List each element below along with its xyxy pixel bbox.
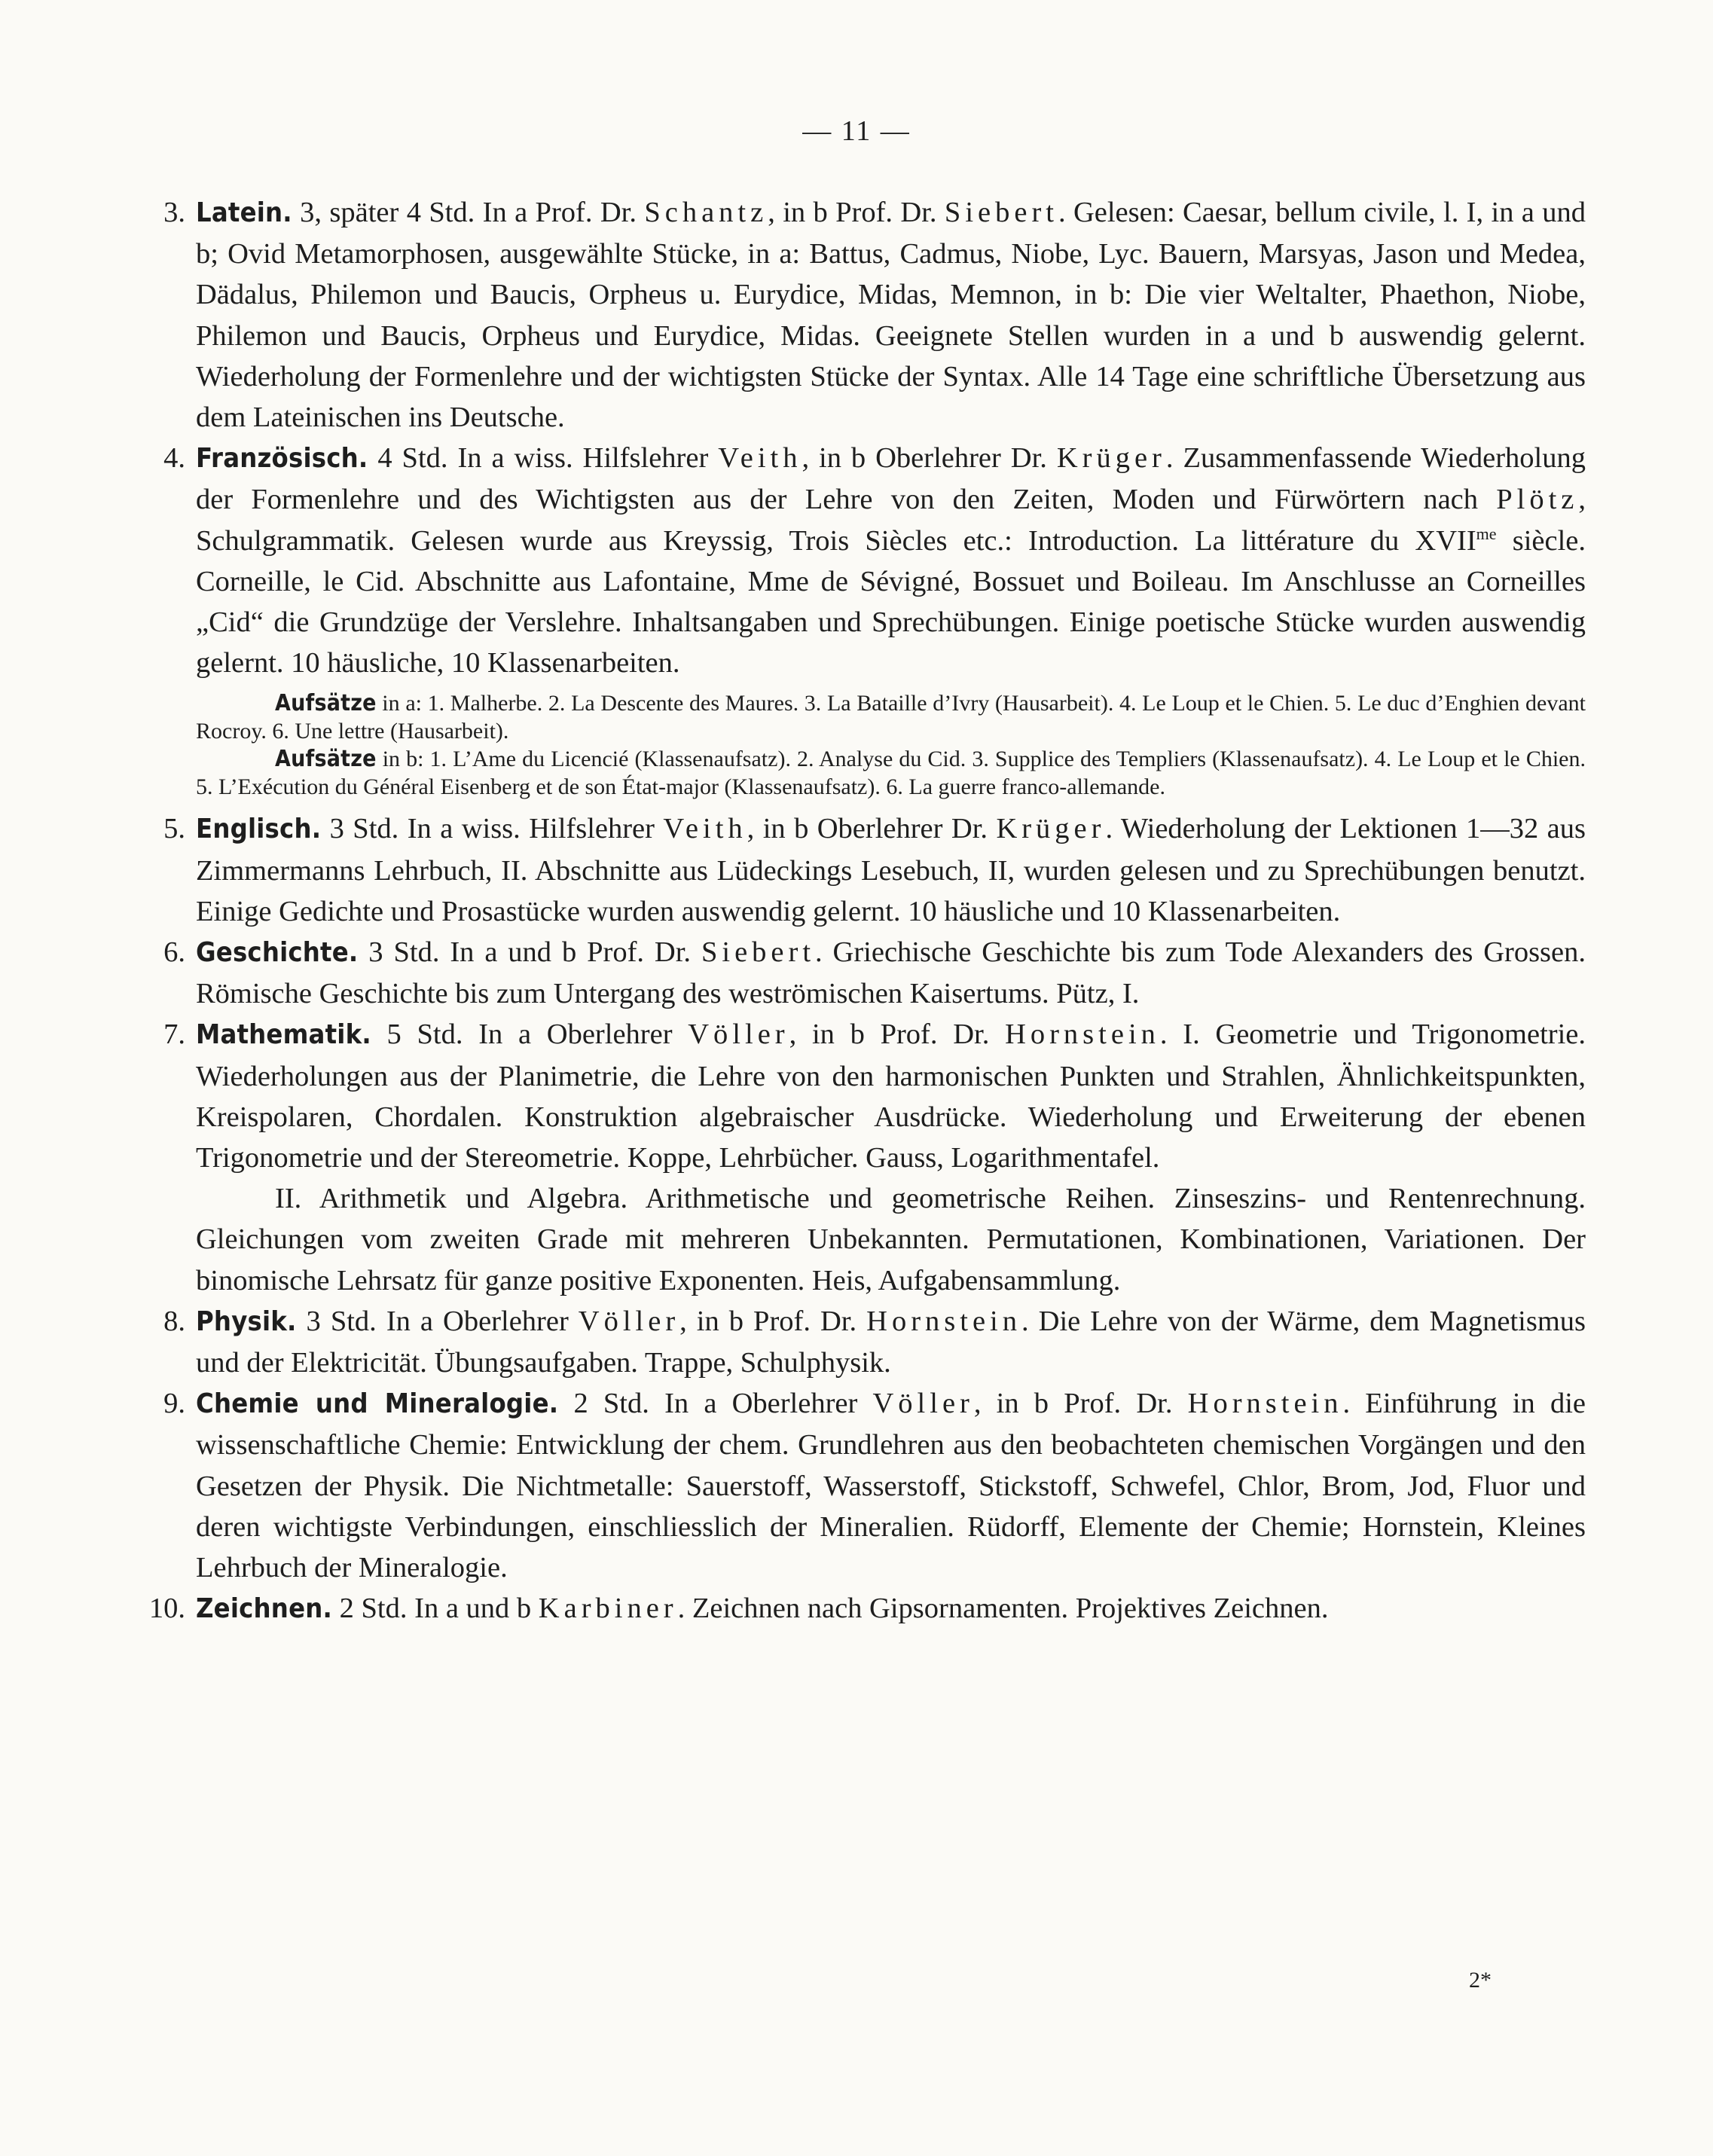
essay-text: in a: 1. Malherbe. 2. La Descente des Maures. 3. La Bataille d’Ivry (Hausarbeit). 4. Le Loup et le Chien. 5. Le duc d’Enghien devant Rocroy. 6. Une lettre (Hausarbeit). (196, 691, 1586, 744)
section-heading: Latein. (196, 197, 292, 228)
section-latein (143, 192, 1586, 438)
teacher-name: Hornstein (1187, 1388, 1343, 1420)
teacher-name: Veith (718, 442, 802, 475)
section-text: . Einführung in die wissenschaftliche Chemie: Entwicklung der chem. Grundlehren aus den beobachteten chemischen Vorgängen und den Gesetzen der Physik. Die Nichtmetalle: Sauerstoff, Wasserstoff, Stickstoff, Schwefel, Chlor, Brom, Jod, Fluor und deren wichtigste Verbindungen, einschliesslich der Mineralien. Rüdorff, Elemente der Chemie; Hornstein, Kleines Lehrbuch der Mineralogie. (196, 1388, 1586, 1584)
section-number: 5. (163, 813, 185, 845)
teacher-name: Siebert (944, 197, 1058, 228)
essay-heading: Aufsätze (275, 690, 377, 717)
section-zeichnen (143, 1588, 1586, 1629)
section-heading: Zeichnen. (196, 1593, 333, 1625)
essay-list-b (196, 745, 1586, 801)
teacher-name: Siebert (701, 936, 816, 969)
teacher-name: Krüger (996, 813, 1106, 845)
page-content (143, 192, 1586, 1630)
section-number: 3. (163, 197, 185, 228)
superscript: me (1476, 524, 1497, 543)
section-text: . Die Lehre von der Wärme, dem Magnetismus und der Elektricität. Übungsaufgaben. Trappe, Schulphysik. (196, 1305, 1586, 1379)
section-text: , in b Oberlehrer Dr. (747, 813, 997, 845)
section-text: 3 Std. In a und b Prof. Dr. (358, 936, 701, 969)
section-text: 2 Std. In a und b (332, 1593, 539, 1625)
section-heading: Englisch. (196, 814, 322, 845)
section-text: 2 Std. In a Oberlehrer (558, 1388, 873, 1420)
section-heading: Chemie und Mineralogie. (196, 1388, 559, 1420)
author-name: Plötz (1496, 484, 1579, 516)
section-number: 4. (163, 442, 185, 475)
section-text: 5 Std. In a Oberlehrer (371, 1018, 689, 1051)
section-text: . Griechische Geschichte bis zum Tode Alexanders des Grossen. Römische Geschichte bis zum Untergang des weströmischen Kaisertums. Pütz, I. (196, 936, 1586, 1010)
section-text: , in b Prof. Dr. (679, 1305, 867, 1337)
section-text: . Zeichnen nach Gipsornamenten. Projektives Zeichnen. (677, 1593, 1329, 1625)
teacher-name: Hornstein (866, 1305, 1021, 1337)
teacher-name: Karbiner (538, 1593, 678, 1625)
section-text: , Schulgrammatik. Gelesen wurde aus Kreyssig, Trois Siècles etc.: Introduction. La littérature du XVII (196, 484, 1586, 557)
section-heading: Mathematik. (196, 1019, 371, 1051)
section-geschichte (143, 932, 1586, 1014)
section-text: 3, später 4 Std. In a Prof. Dr. (292, 197, 645, 228)
section-number: 9. (163, 1388, 185, 1420)
section-text: 3 Std. In a wiss. Hilfslehrer (321, 813, 664, 845)
section-number: 8. (163, 1305, 185, 1337)
section-text: . Zusammenfassende Wiederholung der Formenlehre und des Wichtigsten aus der Lehre von den Zeiten, Moden und Fürwörtern nach (196, 442, 1586, 516)
section-text: . Gelesen: Caesar, bellum civile, l. I, in a und b; Ovid Metamorphosen, ausgewählte Stücke, in a: Battus, Cadmus, Niobe, Lyc. Bauern, Marsyas, Jason und Medea, Dädalus, Philemon und Baucis, Orpheus u. Eurydice, Midas, Memnon, in b: Die vier Weltalter, Phaethon, Niobe, Philemon und Baucis, Orpheus und Eurydice, Midas. Geeignete Stellen wurden in a und b auswendig gelernt. Wiederholung der Formenlehre und der wichtigsten Stücke der Syntax. Alle 14 Tage eine schriftliche Übersetzung aus dem Lateinischen ins Deutsche. (196, 197, 1586, 434)
essay-list (196, 683, 1586, 808)
essay-text: in b: 1. L’Ame du Licencié (Klassenaufsatz). 2. Analyse du Cid. 3. Supplice des Templiers (Klassenaufsatz). 4. Le Loup et le Chien. 5. L’Exécution du Général Eisenberg et de son État-major (Klassenaufsatz). 6. La guerre franco-allemande. (196, 747, 1586, 800)
section-text: . Wiederholung der Lektionen 1—32 aus Zimmermanns Lehrbuch, II. Abschnitte aus Lüdeckings Lesebuch, II, wurden gelesen und zu Sprechübungen benutzt. Einige Gedichte und Prosastücke wurden auswendig gelernt. 10 häusliche und 10 Klassenarbeiten. (196, 813, 1586, 927)
signature-mark: 2* (1469, 1968, 1492, 1993)
section-physik (143, 1301, 1586, 1383)
section-heading: Geschichte. (196, 937, 359, 969)
section-heading: Französisch. (196, 443, 368, 475)
teacher-name: Völler (688, 1018, 789, 1051)
section-paragraph: II. Arithmetik und Algebra. Arithmetische und geometrische Reihen. Zinseszins- und Rentenrechnung. Gleichungen vom zweiten Grade mit mehreren Unbekannten. Permutationen, Kombinationen, Variationen. Der binomische Lehrsatz für ganze positive Exponenten. Heis, Aufgabensammlung. (196, 1183, 1586, 1296)
teacher-name: Veith (663, 813, 747, 845)
teacher-name: Schantz (644, 197, 768, 228)
section-number: 6. (163, 936, 185, 969)
section-heading: Physik. (196, 1306, 297, 1337)
teacher-name: Krüger (1056, 442, 1166, 475)
section-franzoesisch (143, 438, 1586, 808)
section-text: , in b Prof. Dr. (789, 1018, 1006, 1051)
section-chemie (143, 1383, 1586, 1588)
section-englisch (143, 808, 1586, 932)
section-number: 7. (163, 1018, 185, 1051)
section-text: siècle. Corneille, le Cid. Abschnitte aus Lafontaine, Mme de Sévigné, Bossuet und Boileau. Im Anschlusse an Corneilles „Cid“ die Grundzüge der Verslehre. Inhaltsangaben und Sprechübungen. Einige poetische Stücke wurden auswendig gelernt. 10 häusliche, 10 Klassenarbeiten. (196, 524, 1586, 679)
teacher-name: Völler (872, 1388, 974, 1420)
teacher-name: Völler (578, 1305, 680, 1337)
section-number: 10. (148, 1593, 185, 1625)
page-number: — 11 — (802, 115, 911, 147)
teacher-name: Hornstein (1005, 1018, 1160, 1051)
section-text: , in b Prof. Dr. (973, 1388, 1188, 1420)
section-text: 3 Std. In a Oberlehrer (296, 1305, 579, 1337)
essay-heading: Aufsätze (275, 746, 377, 773)
section-text: 4 Std. In a wiss. Hilfslehrer (368, 442, 719, 475)
section-text: , in b Prof. Dr. (768, 197, 945, 228)
section-text: . I. Geometrie und Trigonometrie. Wiederholungen aus der Planimetrie, die Lehre von den harmonischen Punkten und Strahlen, Ähnlichkeitspunkten, Kreispolaren, Chordalen. Konstruktion algebraischer Ausdrücke. Wiederholung und Erweiterung der ebenen Trigonometrie und der Stereometrie. Koppe, Lehrbücher. Gauss, Logarithmentafel. (196, 1018, 1586, 1174)
section-mathematik (143, 1014, 1586, 1300)
section-text: , in b Oberlehrer Dr. (802, 442, 1057, 475)
essay-list-a (196, 689, 1586, 745)
